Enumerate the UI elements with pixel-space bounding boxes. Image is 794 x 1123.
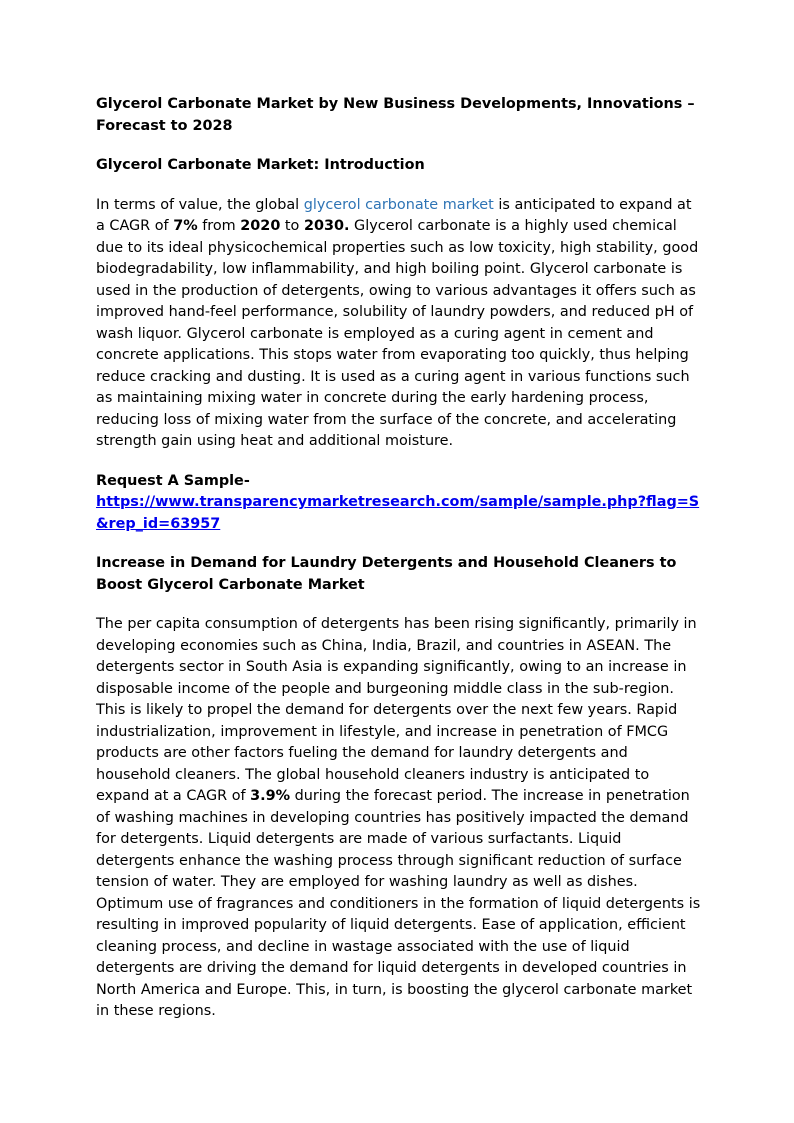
demand-text-1: The per capita consumption of detergents has been rising significantly, primarily in developing economies such as China, India, Brazil, and countries in ASEAN. The detergents sector in South Asia is expanding significantly, owing to an increase in disposable income of the people and burgeoning middle class in the sub-region. This is likely to propel the demand for detergents over the next few years. Rapid industrialization, improvement in lifestyle, and increase in penetration of FMCG products are other factors fueling the demand for laundry detergents and household cleaners. The global household cleaners industry is anticipated to expand at a CAGR of <box>96 616 697 804</box>
intro-text-4: to <box>280 218 304 234</box>
intro-heading: Glycerol Carbonate Market: Introduction <box>96 157 425 173</box>
intro-text-1: In terms of value, the global <box>96 196 304 213</box>
document-page <box>96 94 702 1041</box>
intro-text-2: is anticipated to expand at a CAGR of <box>96 196 692 234</box>
demand-heading: Increase in Demand for Laundry Detergents and Household Cleaners to Boost Glycerol Carbonate Market <box>96 555 677 593</box>
demand-paragraph <box>96 614 702 1023</box>
request-sample-block <box>96 471 702 536</box>
intro-year-to: 2030. <box>303 218 350 234</box>
request-sample-link[interactable]: https://www.transparencymarketresearch.com/sample/sample.php?flag=S&rep_id=63957 <box>96 494 700 532</box>
demand-cagr-value: 3.9% <box>250 788 291 804</box>
intro-cagr-value: 7% <box>173 218 198 234</box>
intro-year-from: 2020 <box>240 218 281 234</box>
request-sample-label: Request A Sample- <box>96 472 250 489</box>
demand-text-2: during the forecast period. The increase in penetration of washing machines in developing countries has positively impacted the demand for detergents. Liquid detergents are made of various surfactants. Liquid detergents enhance the washing process through significant reduction of surface tension of water. They are employed for washing laundry as well as dishes. Optimum use of fragrances and conditioners in the formation of liquid detergents is resulting in improved popularity of liquid detergents. Ease of application, efficient cleaning process, and decline in wastage associated with the use of liquid detergents are driving the demand for liquid detergents in developed countries in North America and Europe. This, in turn, is boosting the glycerol carbonate market in these regions. <box>96 788 701 1019</box>
intro-paragraph <box>96 195 702 453</box>
glycerol-carbonate-market-link[interactable]: glycerol carbonate market <box>303 196 494 213</box>
intro-text-3: from <box>197 218 241 234</box>
document-title: Glycerol Carbonate Market by New Business Developments, Innovations – Forecast to 2028 <box>96 96 695 134</box>
intro-text-5: Glycerol carbonate is a highly used chemical due to its ideal physicochemical properties such as low toxicity, high stability, good biodegradability, low inflammability, and high boiling point. Glycerol carbonate is used in the production of detergents, owing to various advantages it offers such as improved hand-feel performance, solubility of laundry powders, and reduced pH of wash liquor. Glycerol carbonate is employed as a curing agent in cement and concrete applications. This stops water from evaporating too quickly, thus helping reduce cracking and dusting. It is used as a curing agent in various functions such as maintaining mixing water in concrete during the early hardening process, reducing loss of mixing water from the surface of the concrete, and accelerating strength gain using heat and additional moisture. <box>96 218 699 449</box>
